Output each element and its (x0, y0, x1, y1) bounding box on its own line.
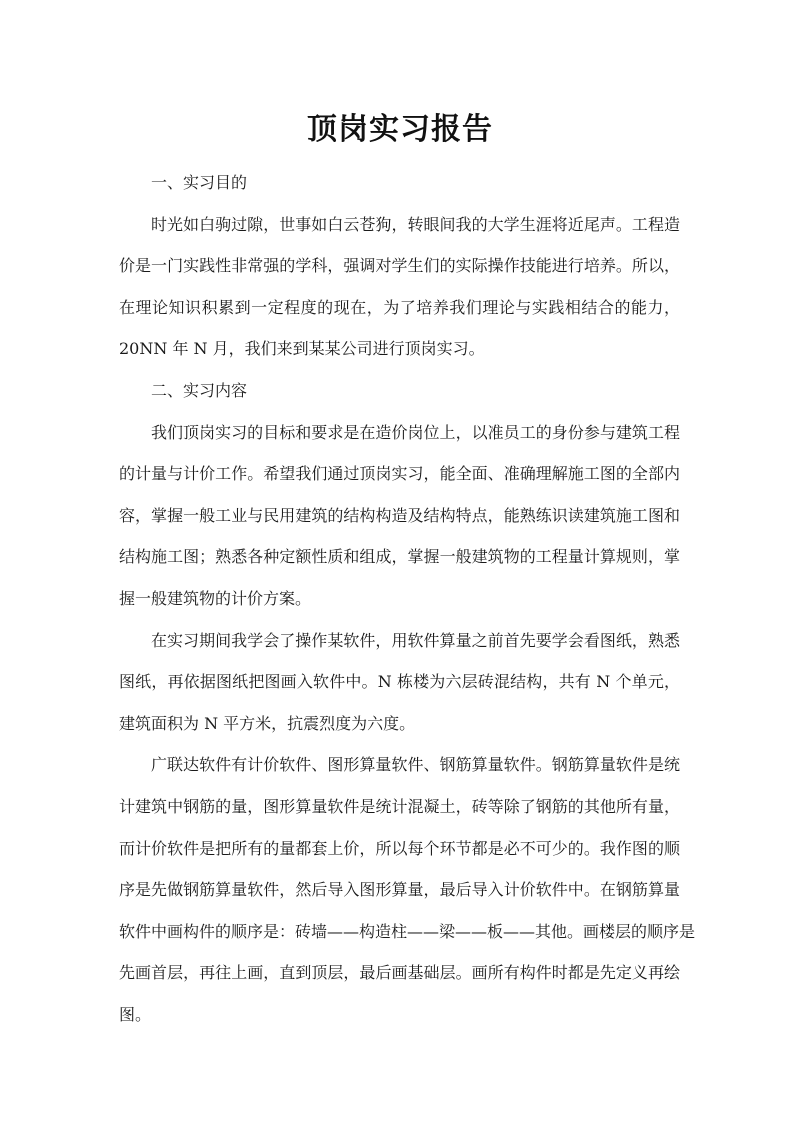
text-line: 软件中画构件的顺序是：砖墙——构造柱——梁——板——其他。画楼层的顺序是 (119, 921, 696, 941)
text-line: 计建筑中钢筋的量，图形算量软件是统计混凝土，砖等除了钢筋的其他所有量， (119, 796, 680, 816)
text-line: 在理论知识积累到一定程度的现在，为了培养我们理论与实践相结合的能力， (119, 297, 680, 317)
text-line: 价是一门实践性非常强的学科，强调对学生们的实际操作技能进行培养。所以， (119, 256, 680, 276)
text-line: 握一般建筑物的计价方案。 (119, 588, 312, 608)
text-line: 广联达软件有计价软件、图形算量软件、钢筋算量软件。钢筋算量软件是统 (151, 755, 680, 775)
text-line: 的计量与计价工作。希望我们通过顶岗实习，能全面、准确理解施工图的全部内 (119, 464, 680, 484)
text-line: 在实习期间我学会了操作某软件，用软件算量之前首先要学会看图纸，熟悉 (151, 630, 680, 650)
text-line: 建筑面积为 N 平方米，抗震烈度为六度。 (119, 713, 416, 733)
paragraph (119, 412, 680, 620)
section-heading-content: 二、实习内容 (151, 380, 248, 400)
text-line: 20NN 年 N 月，我们来到某某公司进行顶岗实习。 (119, 339, 485, 359)
paragraph (119, 204, 680, 370)
section-heading-purpose: 一、实习目的 (151, 173, 248, 192)
paragraph (119, 620, 680, 745)
document-title: 顶岗实习报告 (307, 112, 493, 147)
paragraph (119, 744, 696, 1035)
text-line: 图。 (119, 1004, 152, 1024)
text-line: 而计价软件是把所有的量都套上价，所以每个环节都是必不可少的。我作图的顺 (119, 838, 680, 858)
text-line: 图纸，再依据图纸把图画入软件中。N 栋楼为六层砖混结构，共有 N 个单元， (119, 672, 680, 692)
text-line: 时光如白驹过隙，世事如白云苍狗，转眼间我的大学生涯将近尾声。工程造 (151, 214, 680, 234)
document-body (119, 162, 696, 1035)
text-line: 容，掌握一般工业与民用建筑的结构构造及结构特点，能熟练识读建筑施工图和 (119, 505, 680, 525)
text-line: 我们顶岗实习的目标和要求是在造价岗位上，以准员工的身份参与建筑工程 (151, 422, 680, 442)
text-line: 序是先做钢筋算量软件，然后导入图形算量，最后导入计价软件中。在钢筋算量 (119, 880, 680, 900)
text-line: 先画首层，再往上画，直到顶层，最后画基础层。画所有构件时都是先定义再绘 (119, 963, 680, 983)
text-line: 结构施工图；熟悉各种定额性质和组成，掌握一般建筑物的工程量计算规则，掌 (119, 547, 680, 567)
